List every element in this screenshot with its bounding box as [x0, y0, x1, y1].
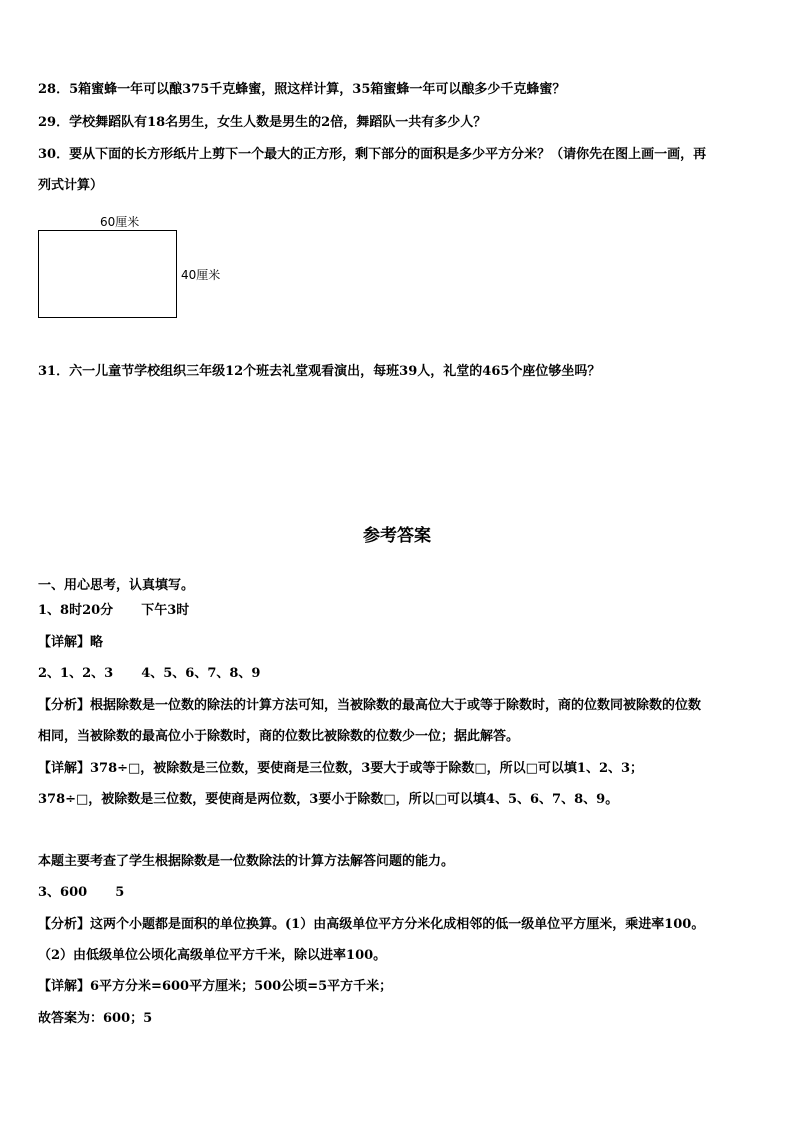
- answer-3-part-1: 3、600: [38, 885, 88, 900]
- question-28: 28．5箱蜜蜂一年可以酿375千克蜂蜜，照这样计算，35箱蜜蜂一年可以酿多少千克蜂蜜？: [38, 82, 566, 97]
- question-30-line-2: 列式计算）: [38, 178, 104, 193]
- answer-1: [38, 602, 189, 620]
- width-label: 60厘米: [100, 215, 140, 229]
- question-30-line-1: 30．要从下面的长方形纸片上剪下一个最大的正方形，剩下部分的面积是多少平方分米？（请你先在图上画一画，再: [38, 147, 707, 162]
- height-label: 40厘米: [181, 268, 221, 282]
- answer-2-part-1: 2、1、2、3: [38, 666, 114, 681]
- rectangle-shape: [38, 230, 177, 318]
- answer-2-summary: 本题主要考查了学生根据除数是一位数除法的计算方法解答问题的能力。: [38, 854, 455, 869]
- answer-3-final: 故答案为：600；5: [38, 1011, 153, 1026]
- answer-2-detail-line-1: 【详解】378÷□，被除数是三位数，要使商是三位数，3要大于或等于除数□，所以□可以填1、2、3；: [38, 761, 644, 776]
- answer-3-detail: 【详解】6平方分米=600平方厘米；500公顷=5平方千米；: [38, 979, 393, 994]
- answers-title: 参考答案: [363, 526, 431, 546]
- question-31: 31．六一儿童节学校组织三年级12个班去礼堂观看演出，每班39人，礼堂的465个座位够坐吗？: [38, 364, 601, 379]
- answer-2-part-2: 4、5、6、7、8、9: [141, 666, 261, 681]
- question-29: 29．学校舞蹈队有18名男生，女生人数是男生的2倍，舞蹈队一共有多少人？: [38, 115, 487, 130]
- answer-3-analysis-line-1: 【分析】这两个小题都是面积的单位换算。(1）由高级单位平方分米化成相邻的低一级单位平方厘米，乘进率100。: [38, 917, 705, 932]
- answer-2-analysis-line-2: 相同，当被除数的最高位小于除数时，商的位数比被除数的位数少一位；据此解答。: [38, 729, 520, 744]
- section-1-heading: 一、用心思考，认真填写。: [38, 578, 195, 593]
- answer-1-part-1: 1、8时20分: [38, 603, 114, 618]
- answer-3: [38, 884, 124, 902]
- answer-2-detail-line-2: 378÷□，被除数是三位数，要使商是两位数，3要小于除数□，所以□可以填4、5、6、7、8、9。: [38, 792, 619, 807]
- answer-2: [38, 665, 260, 683]
- answer-3-analysis-line-2: （2）由低级单位公顷化高级单位平方千米，除以进率100。: [38, 948, 387, 963]
- answer-1-part-2: 下午3时: [141, 603, 190, 618]
- answer-3-part-2: 5: [115, 885, 125, 900]
- rectangle-figure: [38, 215, 238, 325]
- answer-2-analysis-line-1: 【分析】根据除数是一位数的除法的计算方法可知，当被除数的最高位大于或等于除数时，商的位数同被除数的位数: [38, 698, 702, 713]
- answer-1-detail: 【详解】略: [38, 635, 104, 650]
